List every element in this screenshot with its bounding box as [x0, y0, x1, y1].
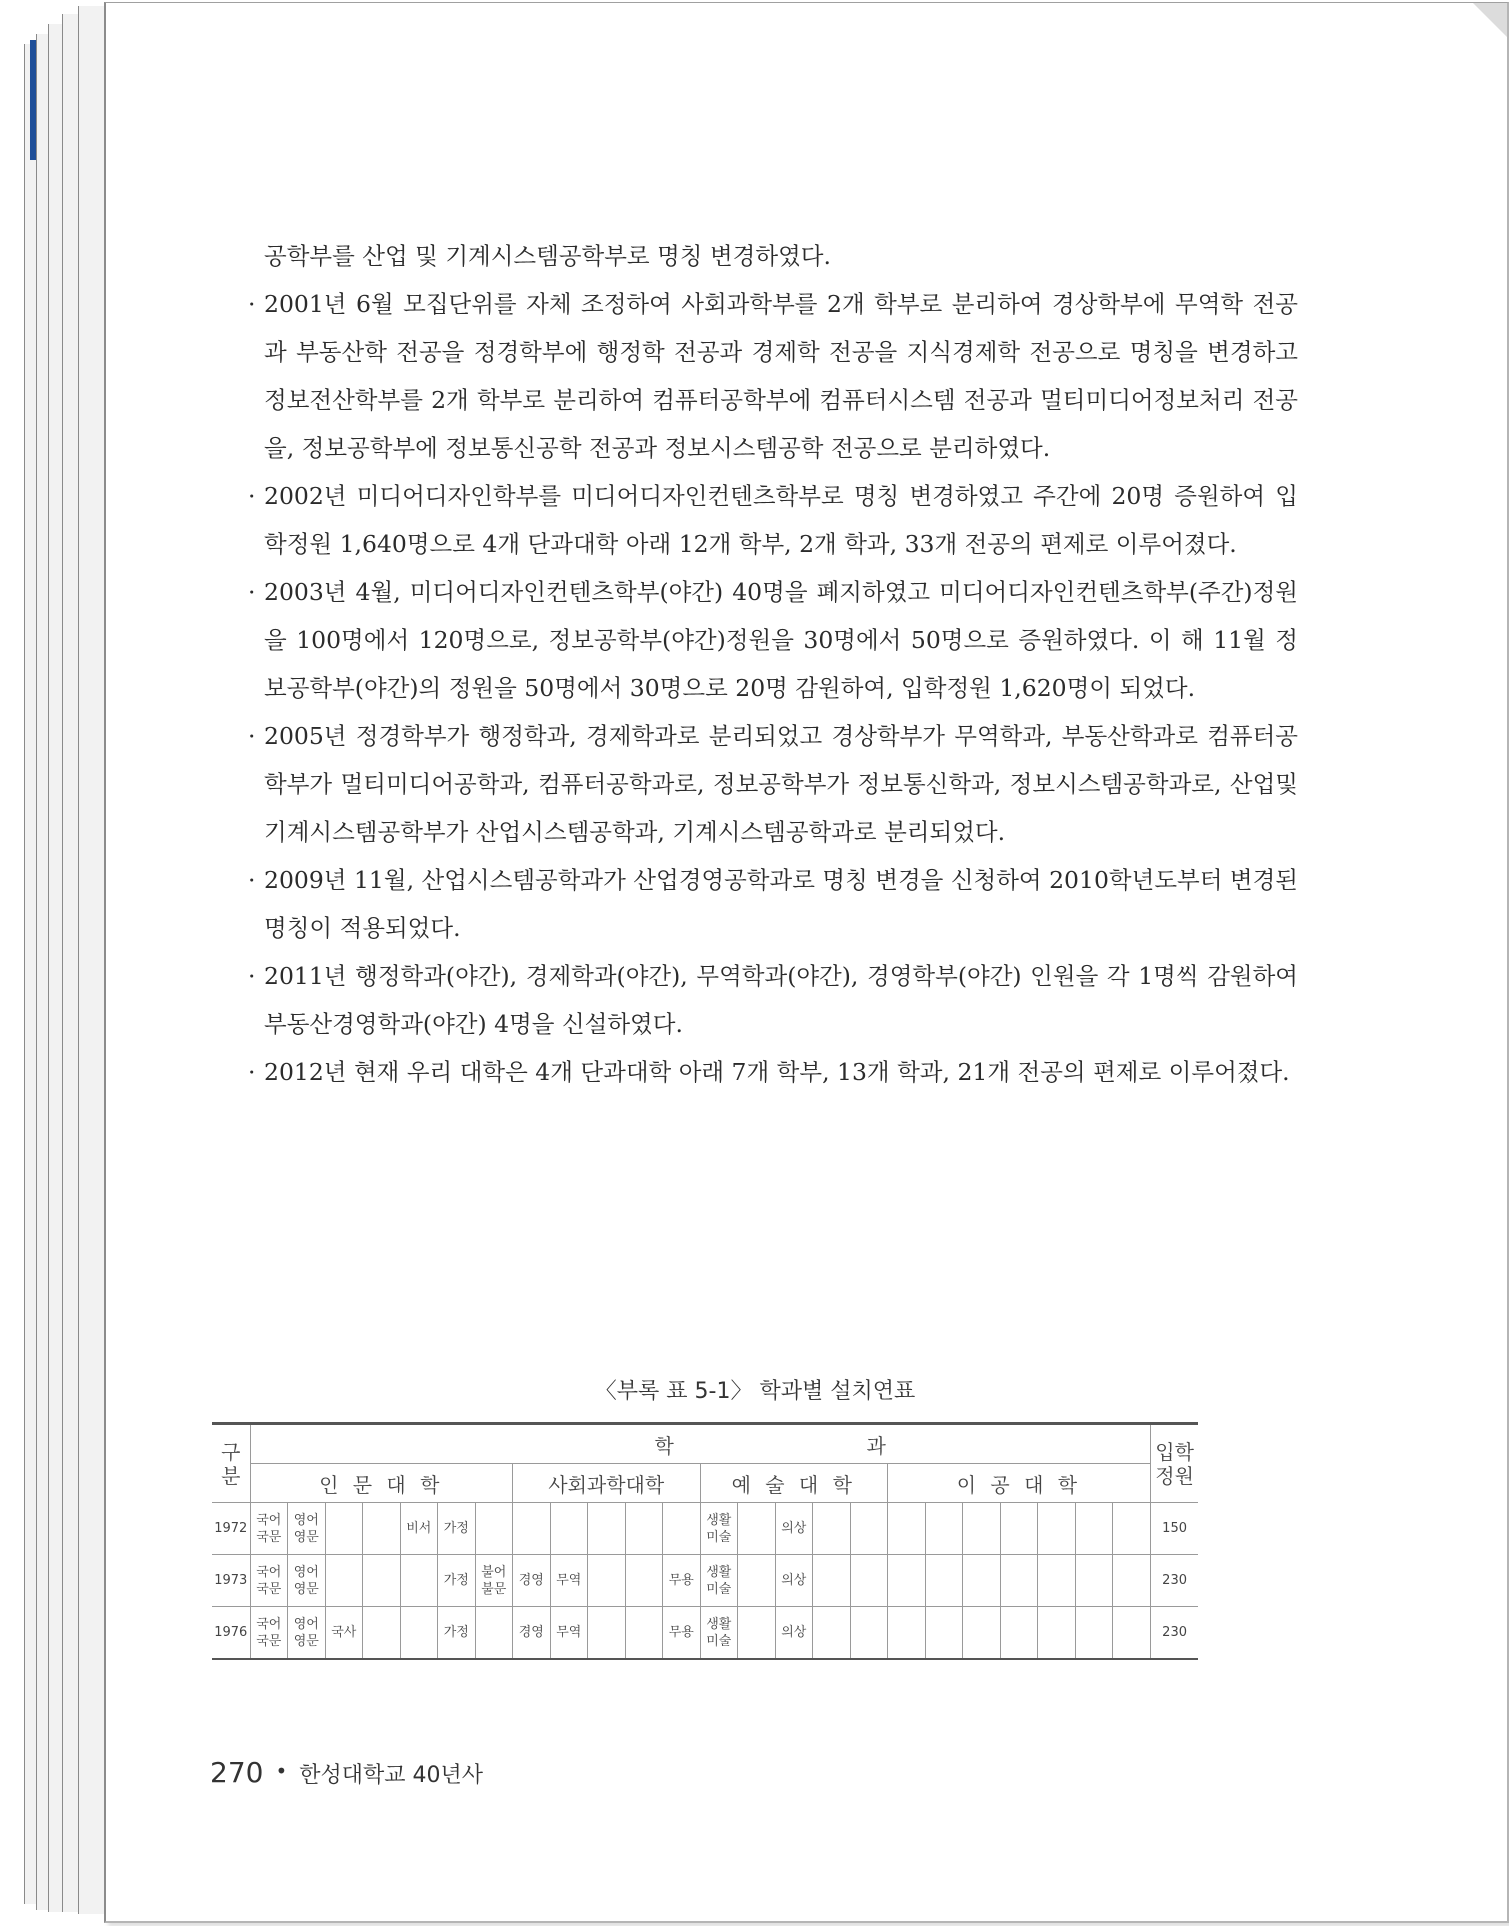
paragraph-text: 2002년 미디어디자인학부를 미디어디자인컨텐츠학부로 명칭 변경하였고 주간에 20명 증원하여 입학정원 1,640명으로 4개 단과대학 아래 12개 학부, 2개 학과, 33개 전공의 편제로 이루어졌다.: [264, 482, 1298, 558]
department-cell: 무용: [663, 1607, 701, 1660]
department-cell: [1113, 1503, 1151, 1555]
department-cell: [1038, 1503, 1076, 1555]
department-cell: 국어 국문: [250, 1555, 288, 1607]
header-department: [250, 1424, 1150, 1464]
page-footer: [210, 1756, 483, 1789]
bullet-mark: ·: [248, 290, 256, 318]
table-row: [212, 1503, 1198, 1555]
department-cell: 영어 영문: [288, 1607, 326, 1660]
bullet-mark: ·: [248, 962, 256, 990]
department-cell: 무역: [550, 1555, 588, 1607]
year-cell: 1976: [212, 1607, 250, 1660]
bullet-mark: ·: [248, 722, 256, 750]
year-cell: 1972: [212, 1503, 250, 1555]
department-cell: [1038, 1555, 1076, 1607]
department-cell: [325, 1503, 363, 1555]
department-cell: [850, 1555, 888, 1607]
department-cell: 가정: [438, 1555, 476, 1607]
department-cell: 무역: [550, 1607, 588, 1660]
department-cell: 경영: [513, 1607, 551, 1660]
department-cell: [738, 1555, 776, 1607]
department-cell: [325, 1555, 363, 1607]
department-cell: [588, 1607, 626, 1660]
department-cell: [813, 1555, 851, 1607]
bullet-paragraph: [248, 1048, 1298, 1096]
quota-cell: 150: [1150, 1503, 1198, 1555]
department-cell: 의상: [775, 1555, 813, 1607]
book-page-edges: [0, 0, 110, 1926]
department-cell: 가정: [438, 1607, 476, 1660]
department-cell: [925, 1607, 963, 1660]
department-cell: [363, 1555, 401, 1607]
bullet-mark: ·: [248, 578, 256, 606]
department-cell: [400, 1555, 438, 1607]
department-cell: [550, 1503, 588, 1555]
department-cell: [1000, 1555, 1038, 1607]
department-cell: 생활 미술: [700, 1607, 738, 1660]
department-cell: [925, 1503, 963, 1555]
footer-separator: •: [275, 1759, 288, 1783]
department-cell: 국사: [325, 1607, 363, 1660]
department-cell: [625, 1555, 663, 1607]
department-cell: [1113, 1607, 1151, 1660]
bullet-mark: ·: [248, 482, 256, 510]
header-quota: [1150, 1424, 1198, 1503]
department-cell: [813, 1607, 851, 1660]
department-cell: [1075, 1607, 1113, 1660]
department-cell: 영어 영문: [288, 1555, 326, 1607]
department-cell: 국어 국문: [250, 1607, 288, 1660]
header-hak: 학: [654, 1433, 674, 1458]
bullet-paragraph: [248, 952, 1298, 1048]
body-text: [248, 232, 1298, 1096]
department-cell: 비서: [400, 1503, 438, 1555]
department-cell: [813, 1503, 851, 1555]
table-title: 〈부록 표 5-1〉 학과별 설치연표: [594, 1379, 916, 1404]
department-cell: 무용: [663, 1555, 701, 1607]
header-gwa: 과: [866, 1433, 886, 1458]
paragraph-text: 2005년 정경학부가 행정학과, 경제학과로 분리되었고 경상학부가 무역학과, 부동산학과로 컴퓨터공학부가 멀티미디어공학과, 컴퓨터공학과로, 정보공학부가 정보통신학과, 정보시스템공학과로, 산업및기계시스템공학부가 산업시스템공학과, 기계시스템공학과로 분리되었다.: [264, 722, 1298, 846]
college-arts: 예 술 대 학: [700, 1464, 888, 1503]
department-cell: [588, 1555, 626, 1607]
gubun-text: 구 분: [221, 1439, 241, 1488]
department-cell: [963, 1503, 1001, 1555]
department-cell: 생활 미술: [700, 1503, 738, 1555]
department-cell: 의상: [775, 1607, 813, 1660]
department-cell: [1000, 1503, 1038, 1555]
department-cell: [475, 1607, 513, 1660]
quota-cell: 230: [1150, 1607, 1198, 1660]
page-number: 270: [210, 1756, 264, 1789]
bullet-paragraph: [248, 712, 1298, 856]
college-social-science: 사회과학대학: [513, 1464, 701, 1503]
department-cell: [888, 1503, 926, 1555]
department-cell: 가정: [438, 1503, 476, 1555]
department-cell: [625, 1607, 663, 1660]
paragraph-list: [248, 280, 1298, 1096]
paragraph-text: 2011년 행정학과(야간), 경제학과(야간), 무역학과(야간), 경영학부(야간) 인원을 각 1명씩 감원하여 부동산경영학과(야간) 4명을 신설하였다.: [264, 962, 1298, 1038]
department-cell: [888, 1607, 926, 1660]
department-cell: [850, 1503, 888, 1555]
table-row: [212, 1607, 1198, 1660]
year-cell: 1973: [212, 1555, 250, 1607]
department-cell: 의상: [775, 1503, 813, 1555]
department-cell: [1000, 1607, 1038, 1660]
department-cell: [925, 1555, 963, 1607]
book-title: 한성대학교 40년사: [299, 1763, 484, 1788]
department-cell: [663, 1503, 701, 1555]
department-cell: [738, 1607, 776, 1660]
department-cell: 국어 국문: [250, 1503, 288, 1555]
department-cell: [1113, 1555, 1151, 1607]
appendix-table: [212, 1422, 1198, 1660]
header-gubun: [212, 1424, 250, 1503]
department-cell: [625, 1503, 663, 1555]
department-cell: [1075, 1503, 1113, 1555]
quota-text: 입학 정원: [1155, 1439, 1194, 1488]
bullet-paragraph: [248, 568, 1298, 712]
department-cell: [513, 1503, 551, 1555]
department-cell: [400, 1607, 438, 1660]
paragraph-text: 2001년 6월 모집단위를 자체 조정하여 사회과학부를 2개 학부로 분리하여 경상학부에 무역학 전공과 부동산학 전공을 정경학부에 행정학 전공과 경제학 전공을 지식경제학 전공으로 명칭을 변경하고 정보전산학부를 2개 학부로 분리하여 컴퓨터공학부에 컴퓨터시스템 전공과 멀티미디어정보처리 전공을, 정보공학부에 정보통신공학 전공과 정보시스템공학 전공으로 분리하였다.: [264, 290, 1298, 462]
bullet-mark: ·: [248, 1058, 256, 1086]
department-cell: 영어 영문: [288, 1503, 326, 1555]
department-cell: [363, 1503, 401, 1555]
department-cell: [1038, 1607, 1076, 1660]
bookmark-tab: [30, 40, 36, 160]
department-cell: 생활 미술: [700, 1555, 738, 1607]
department-cell: [1075, 1555, 1113, 1607]
table-row: [212, 1555, 1198, 1607]
paragraph-text: 2009년 11월, 산업시스템공학과가 산업경영공학과로 명칭 변경을 신청하여 2010학년도부터 변경된 명칭이 적용되었다.: [264, 866, 1298, 942]
bullet-mark: ·: [248, 866, 256, 894]
quota-cell: 230: [1150, 1555, 1198, 1607]
department-cell: [850, 1607, 888, 1660]
page-corner: [1473, 3, 1507, 37]
department-cell: [363, 1607, 401, 1660]
paragraph-text: 2003년 4월, 미디어디자인컨텐츠학부(야간) 40명을 폐지하였고 미디어디자인컨텐츠학부(주간)정원을 100명에서 120명으로, 정보공학부(야간)정원을 30명에서 50명으로 증원하였다. 이 해 11월 정보공학부(야간)의 정원을 50명에서 30명으로 20명 감원하여, 입학정원 1,620명이 되었다.: [264, 578, 1298, 702]
bullet-paragraph: [248, 472, 1298, 568]
bullet-paragraph: [248, 280, 1298, 472]
department-cell: 경영: [513, 1555, 551, 1607]
department-cell: [588, 1503, 626, 1555]
college-science-engineering: 이 공 대 학: [888, 1464, 1151, 1503]
college-humanities: 인 문 대 학: [250, 1464, 513, 1503]
department-cell: 불어 불문: [475, 1555, 513, 1607]
department-cell: [963, 1607, 1001, 1660]
paragraph-text: 2012년 현재 우리 대학은 4개 단과대학 아래 7개 학부, 13개 학과, 21개 전공의 편제로 이루어졌다.: [264, 1058, 1290, 1086]
department-cell: [475, 1503, 513, 1555]
department-cell: [963, 1555, 1001, 1607]
department-cell: [888, 1555, 926, 1607]
lead-line: 공학부를 산업 및 기계시스템공학부로 명칭 변경하였다.: [264, 242, 831, 270]
bullet-paragraph: [248, 856, 1298, 952]
department-cell: [738, 1503, 776, 1555]
